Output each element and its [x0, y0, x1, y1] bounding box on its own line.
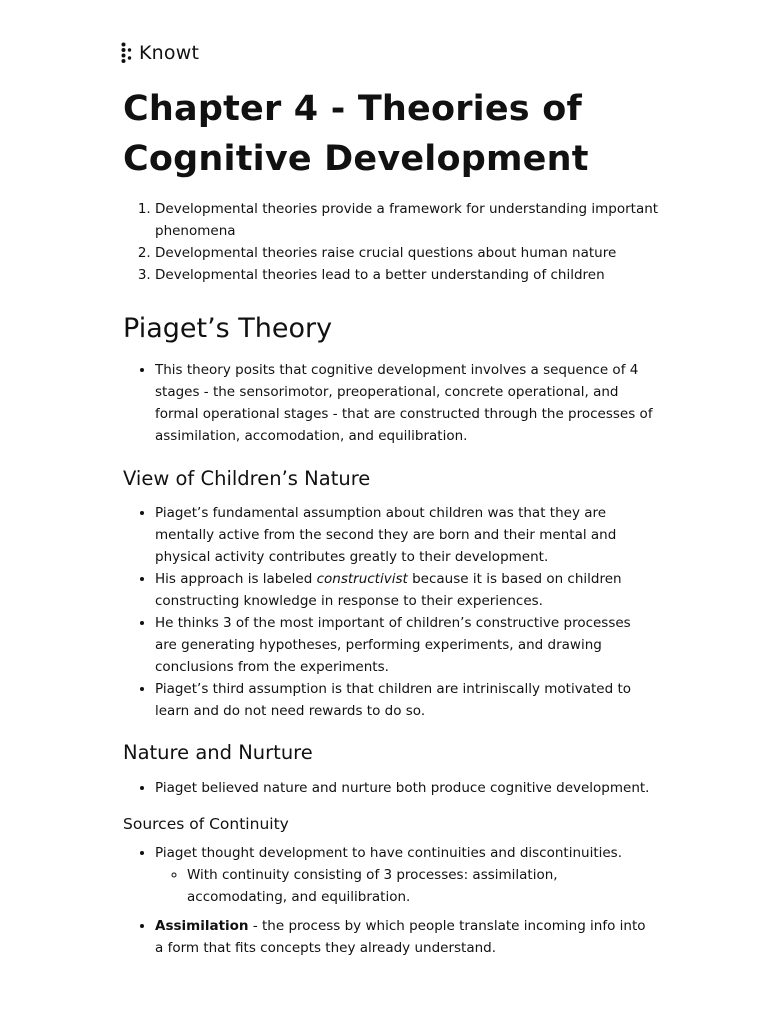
list-item: [155, 915, 655, 959]
page-title: Chapter 4 - Theories of Cognitive Development: [123, 89, 589, 179]
list-item: • Piaget believed nature and nurture both produce cognitive development.: [155, 777, 655, 799]
term-label: Assimilation: [155, 918, 249, 934]
list-item: • Piaget’s third assumption is that children are intriniscally motivated to learn and do not need rewards to do so.: [155, 678, 655, 722]
term-definition: - the process by which people translate incoming info into a form that fits concepts they already understand.: [155, 918, 646, 956]
section-heading-view: View of Children’s Nature: [123, 467, 371, 490]
list-item: [155, 568, 655, 612]
emphasis-text: constructivist: [316, 571, 408, 587]
section-heading-nature: Nature and Nurture: [123, 741, 313, 764]
sub-list: [155, 864, 655, 908]
sub-list-item: ◦ With continuity consisting of 3 processes: assimilation, accomodating, and equilibration.: [187, 864, 655, 908]
inline-text: because it is based on children constructing knowledge in response to their experiences.: [155, 571, 622, 609]
list-item-text: Piaget thought development to have continuities and discontinuities.: [155, 845, 622, 861]
list-item: [155, 842, 655, 908]
brand[interactable]: [121, 42, 199, 64]
nature-bullets: [123, 777, 655, 799]
sources-bullets: [123, 842, 655, 959]
list-item: • He thinks 3 of the most important of children’s constructive processes are generating hypotheses, performing experiments, and drawing conclusions from the experiments.: [155, 612, 655, 678]
intro-list: [123, 198, 675, 286]
section-heading-piaget: Piaget’s Theory: [123, 313, 333, 344]
section-heading-sources: Sources of Continuity: [123, 815, 289, 833]
brand-name: Knowt: [139, 42, 200, 64]
knowt-logo-icon: [121, 42, 133, 64]
view-bullets: [123, 502, 655, 722]
inline-text: His approach is labeled: [155, 571, 317, 587]
list-item: 1. Developmental theories provide a framework for understanding important phenomena: [155, 198, 675, 242]
list-item: 3. Developmental theories lead to a better understanding of children: [155, 264, 675, 286]
piaget-bullets: [123, 359, 655, 447]
list-item: 2. Developmental theories raise crucial questions about human nature: [155, 242, 675, 264]
list-item: • Piaget’s fundamental assumption about children was that they are mentally active from the second they are born and their mental and physical activity contributes greatly to their development.: [155, 502, 655, 568]
list-item: • This theory posits that cognitive development involves a sequence of 4 stages - the sensorimotor, preoperational, concrete operational, and formal operational stages - that are constructed through the processes of assimilation, accomodation, and equilibration.: [155, 359, 655, 447]
